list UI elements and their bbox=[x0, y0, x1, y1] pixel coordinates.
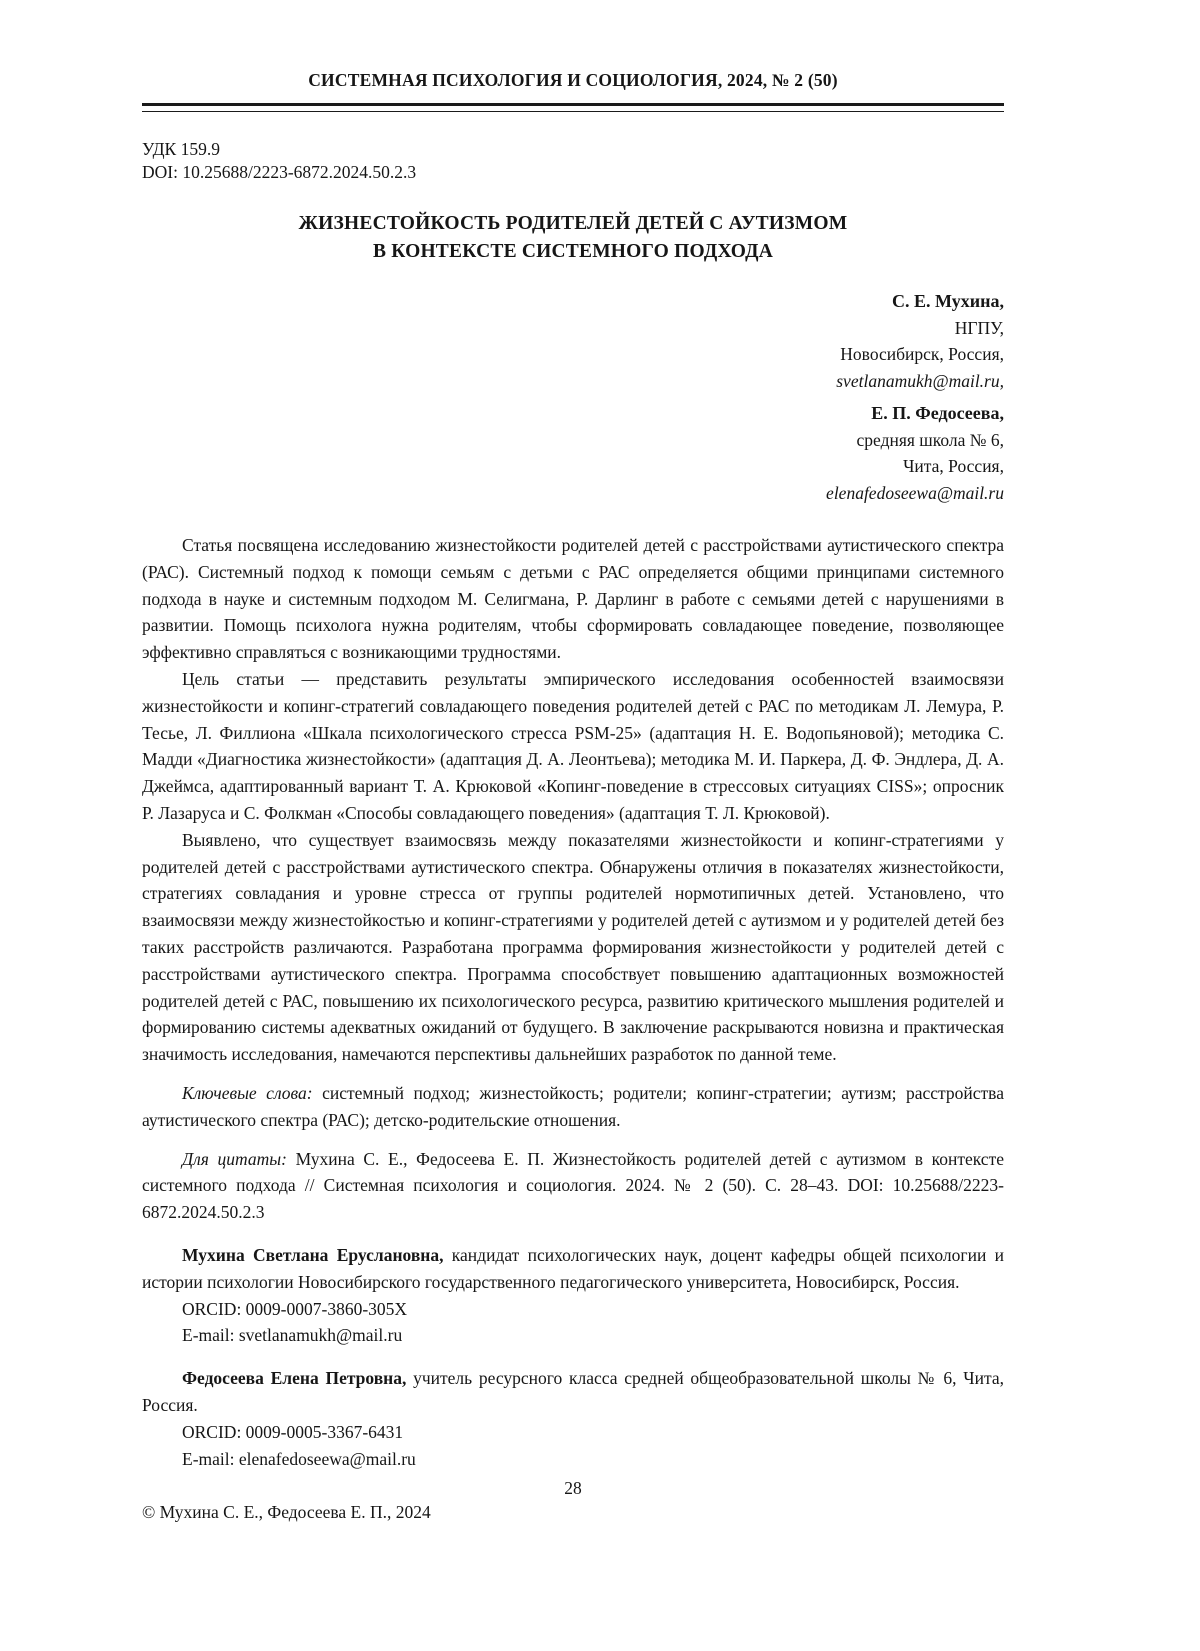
bio-text: кандидат психологических наук, доцент кафедры общей психологии и истории психологии Новосибирского государственного педагогического университета, Новосибирск, Россия. bbox=[142, 1244, 1004, 1292]
author-location: Новосибирск, Россия, bbox=[840, 344, 1004, 364]
bio-email: E-mail: elenafedoseewa@mail.ru bbox=[182, 1448, 416, 1469]
bio-email: E-mail: svetlanamukh@mail.ru bbox=[182, 1325, 403, 1346]
author-bio bbox=[142, 1242, 1004, 1349]
bio-text: учитель ресурсного класса средней общеобразовательной школы № 6, Чита, Россия. bbox=[142, 1368, 1004, 1415]
abstract-paragraph: Статья посвящена исследованию жизнестойкости родителей детей с расстройствами аутистического спектра (РАС). Системный подход к помощи семьям с детьми с РАС определяется общими принципами системного подхода в науке и системным подходом М. Селигмана, Р. Дарлинг в работе с семьями детей с нарушениями в развитии. Помощь психолога нужна родителям, чтобы сформировать совладающее поведение, позволяющее эффективно справляться с возникающими трудностями. bbox=[142, 535, 1004, 663]
article-title-line2: В КОНТЕКСТЕ СИСТЕМНОГО ПОДХОДА bbox=[372, 241, 774, 262]
author-affiliation: НГПУ, bbox=[954, 317, 1004, 338]
keywords-label: Ключевые слова: bbox=[182, 1082, 313, 1103]
header-double-rule bbox=[142, 103, 1004, 112]
keywords-text: системный подход; жизнестойкость; родители; копинг-стратегии; аутизм; расстройства аутистического спектра (РАС); детско-родительские отношения. bbox=[142, 1082, 1004, 1130]
authors-block bbox=[142, 288, 1004, 506]
abstract bbox=[142, 532, 1004, 1068]
author-email: svetlanamukh@mail.ru, bbox=[836, 370, 1004, 391]
page-number: 28 bbox=[564, 1478, 582, 1498]
bio-name: Мухина Светлана Еруслановна, bbox=[182, 1244, 444, 1265]
author-location: Чита, Россия, bbox=[903, 456, 1004, 476]
author-name: Е. П. Федосеева, bbox=[871, 403, 1004, 423]
journal-header: СИСТЕМНАЯ ПСИХОЛОГИЯ И СОЦИОЛОГИЯ, 2024, № 2 (50) bbox=[308, 70, 838, 90]
author-affiliation: средняя школа № 6, bbox=[856, 429, 1004, 450]
citation bbox=[142, 1146, 1004, 1226]
copyright-notice: © Мухина С. Е., Федосеева Е. П., 2024 bbox=[142, 1502, 431, 1523]
author-email: elenafedoseewa@mail.ru bbox=[826, 482, 1004, 503]
bio-orcid: ORCID: 0009-0007-3860-305X bbox=[182, 1298, 408, 1319]
keywords bbox=[142, 1080, 1004, 1134]
author-name: С. Е. Мухина, bbox=[892, 291, 1004, 311]
bio-paragraph bbox=[142, 1365, 1004, 1419]
author-bio bbox=[142, 1365, 1004, 1472]
abstract-paragraph: Выявлено, что существует взаимосвязь между показателями жизнестойкости и копинг-стратегиями у родителей детей с расстройствами аутистического спектра. Обнаружены отличия в показателях жизнестойкости, стратегиях совладания и уровне стресса от группы родителей нормотипичных детей. Установлено, что взаимосвязи между жизнестойкостью и копинг-стратегиями у родителей детей с аутизмом и у родителей детей без таких расстройств различаются. Разработана программа формирования жизнестойкости у родителей детей с расстройствами аутистического спектра. Программа способствует повышению адаптационных возможностей родителей детей с РАС, повышению их психологического ресурса, развитию критического мышления родителей и формированию системы адекватных ожиданий от будущего. В заключение раскрываются новизна и практическая значимость исследования, намечаются перспективы дальнейших разработок по данной теме. bbox=[142, 829, 1004, 1065]
abstract-paragraph: Цель статьи — представить результаты эмпирического исследования особенностей взаимосвязи жизнестойкости и копинг-стратегий совладающего поведения родителей детей с РАС по методикам Л. Лемура, Р. Тесье, Л. Филлиона «Шкала психологического стресса PSM-25» (адаптация Н. Е. Водопьяновой); методика С. Мадди «Диагностика жизнестойкости» (адаптация Д. А. Леонтьева); методика М. И. Паркера, Д. Ф. Эндлера, Д. А. Джеймса, адаптированный вариант Т. А. Крюковой «Копинг-поведение в стрессовых ситуациях CISS»; опросник Р. Лазаруса и С. Фолкман «Способы совладающего поведения» (адаптация Т. Л. Крюковой). bbox=[142, 668, 1004, 823]
article-title-line1: ЖИЗНЕСТОЙКОСТЬ РОДИТЕЛЕЙ ДЕТЕЙ С АУТИЗМОМ bbox=[298, 213, 848, 234]
bio-name: Федосеева Елена Петровна, bbox=[182, 1368, 407, 1389]
article-title bbox=[142, 210, 1004, 266]
citation-label: Для цитаты: bbox=[182, 1148, 287, 1169]
doi-line: DOI: 10.25688/2223-6872.2024.50.2.3 bbox=[142, 162, 417, 182]
bio-paragraph bbox=[142, 1242, 1004, 1296]
citation-text: Мухина С. Е., Федосеева Е. П. Жизнестойкость родителей детей с аутизмом в контексте системного подхода // Системная психология и социология. 2024. № 2 (50). С. 28–43. DOI: 10.25688/2223-6872.2024.50.2.3 bbox=[142, 1148, 1004, 1223]
udk-line: УДК 159.9 bbox=[142, 139, 220, 159]
bio-orcid: ORCID: 0009-0005-3367-6431 bbox=[182, 1421, 404, 1442]
